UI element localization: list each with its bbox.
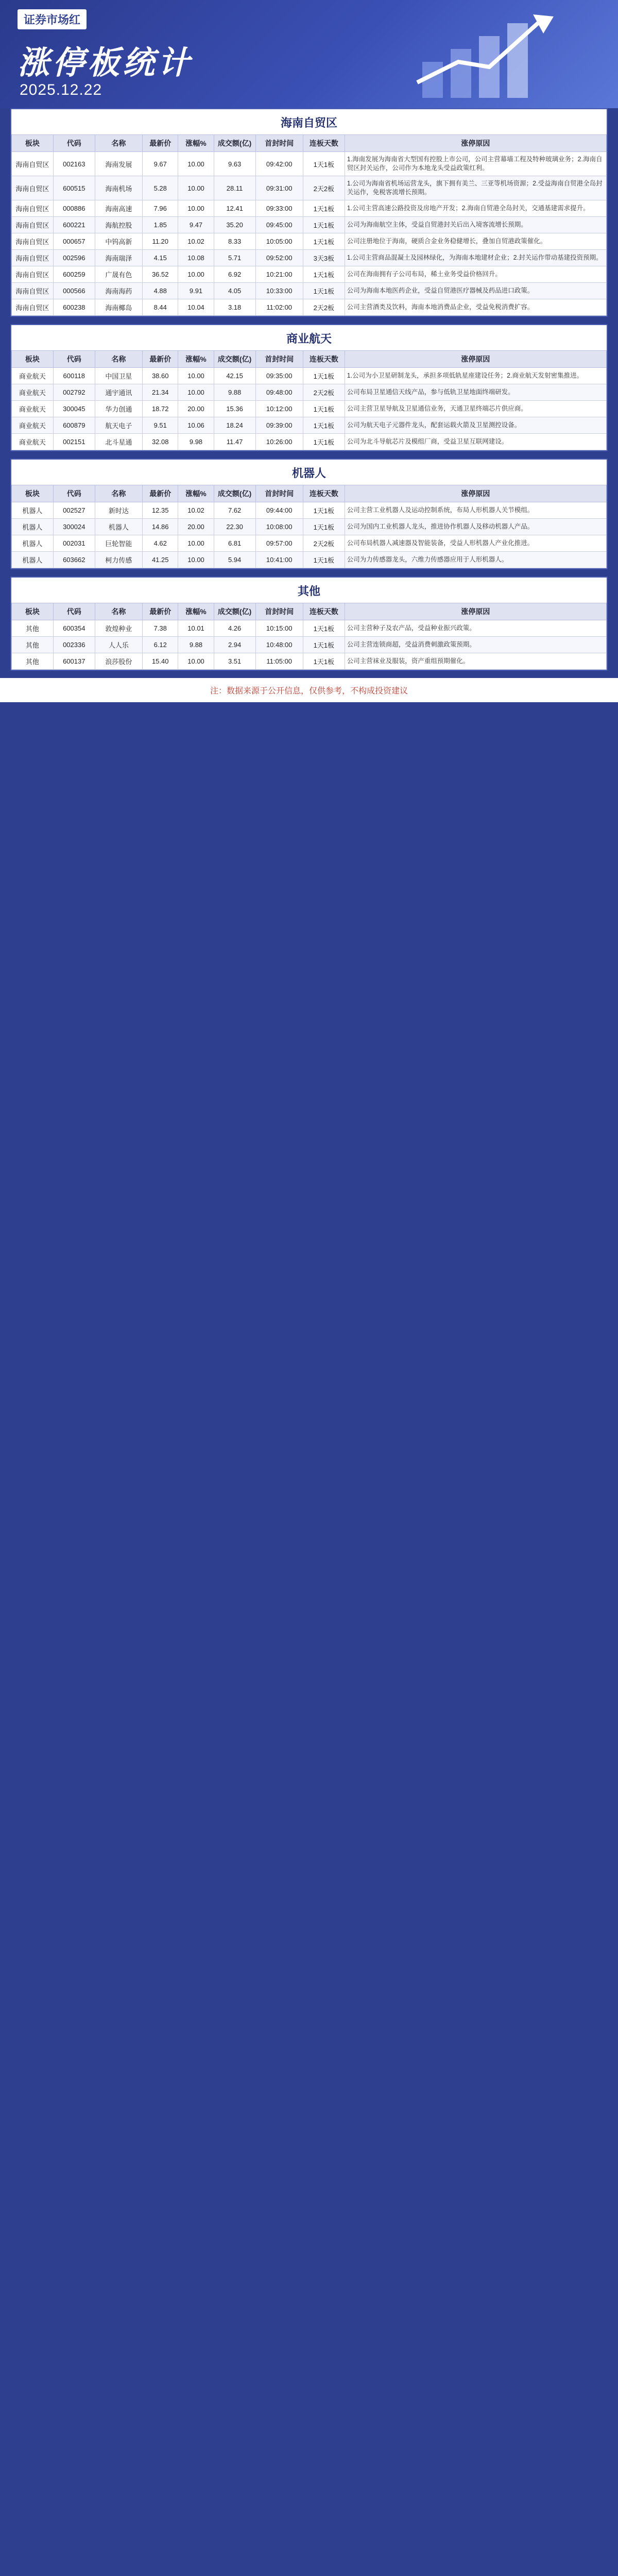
table-cell: 中钨高新 <box>95 233 142 250</box>
table-cell: 11.20 <box>143 233 178 250</box>
table-cell: 商业航天 <box>12 434 54 450</box>
column-header: 代码 <box>53 351 95 368</box>
table-cell: 600354 <box>53 620 95 637</box>
table-cell: 09:42:00 <box>255 152 303 176</box>
limit-up-reason: 公司主营酒类及饮料，海南本地消费品企业，受益免税消费扩容。 <box>345 299 606 316</box>
table-row <box>12 152 607 176</box>
table-cell: 1天1板 <box>303 200 345 217</box>
limit-up-reason: 公司为海南航空主体，受益自贸港封关后出入境客流增长预期。 <box>345 217 606 233</box>
footer-note: 注：数据来源于公开信息，仅供参考，不构成投资建议 <box>0 678 618 702</box>
table-cell: 600118 <box>53 368 95 384</box>
table-cell: 9.47 <box>178 217 214 233</box>
table-cell: 600238 <box>53 299 95 316</box>
table-cell: 机器人 <box>12 502 54 519</box>
column-header: 板块 <box>12 135 54 152</box>
table-cell: 000566 <box>53 283 95 299</box>
limit-up-reason: 公司主营工业机器人及运动控制系统，布局人形机器人关节模组。 <box>345 502 606 519</box>
sector-title: 其他 <box>297 585 320 598</box>
limit-up-reason: 公司为航天电子元器件龙头，配套运载火箭及卫星测控设备。 <box>345 417 606 434</box>
table-cell: 002336 <box>53 637 95 653</box>
limit-up-reason: 公司为国内工业机器人龙头，推进协作机器人及移动机器人产品。 <box>345 519 606 535</box>
table-cell: 华力创通 <box>95 401 142 417</box>
table-cell: 1天1板 <box>303 502 345 519</box>
table-cell: 商业航天 <box>12 368 54 384</box>
table-row <box>12 552 607 568</box>
table-cell: 10.00 <box>178 176 214 200</box>
table-cell: 机器人 <box>95 519 142 535</box>
column-header: 最新价 <box>143 351 178 368</box>
table-row <box>12 200 607 217</box>
table-cell: 1天1板 <box>303 552 345 568</box>
table-cell: 新时达 <box>95 502 142 519</box>
table-cell: 12.41 <box>214 200 255 217</box>
table-cell: 10.00 <box>178 552 214 568</box>
table-cell: 4.05 <box>214 283 255 299</box>
table-cell: 600259 <box>53 266 95 283</box>
limit-up-reason: 公司注册地位于海南，硬质合金业务稳健增长，叠加自贸港政策催化。 <box>345 233 606 250</box>
table-cell: 人人乐 <box>95 637 142 653</box>
limit-up-reason: 公司布局卫星通信天线产品，参与低轨卫星地面终端研发。 <box>345 384 606 401</box>
table-cell: 海南自贸区 <box>12 176 54 200</box>
column-header: 板块 <box>12 485 54 502</box>
table-row <box>12 368 607 384</box>
table-cell: 10.02 <box>178 502 214 519</box>
table-cell: 42.15 <box>214 368 255 384</box>
stock-table <box>11 350 607 450</box>
column-header: 成交额(亿) <box>214 135 255 152</box>
table-cell: 10:21:00 <box>255 266 303 283</box>
table-cell: 5.94 <box>214 552 255 568</box>
limit-up-reason: 1.公司为小卫星研制龙头，承担多项低轨星座建设任务；2.商业航天发射密集推进。 <box>345 368 606 384</box>
table-cell: 002151 <box>53 434 95 450</box>
table-cell: 10.04 <box>178 299 214 316</box>
table-cell: 6.12 <box>143 637 178 653</box>
column-header: 连板天数 <box>303 351 345 368</box>
table-cell: 商业航天 <box>12 417 54 434</box>
sector-title: 商业航天 <box>286 332 332 345</box>
column-header: 名称 <box>95 135 142 152</box>
table-cell: 1天1板 <box>303 653 345 670</box>
table-cell: 1天1板 <box>303 217 345 233</box>
table-cell: 09:31:00 <box>255 176 303 200</box>
table-row <box>12 250 607 266</box>
table-cell: 北斗星通 <box>95 434 142 450</box>
table-cell: 机器人 <box>12 535 54 552</box>
table-cell: 09:57:00 <box>255 535 303 552</box>
table-cell: 2天2板 <box>303 535 345 552</box>
table-cell: 海南自贸区 <box>12 152 54 176</box>
table-cell: 航天电子 <box>95 417 142 434</box>
table-cell: 10.00 <box>178 368 214 384</box>
table-cell: 机器人 <box>12 552 54 568</box>
table-cell: 300045 <box>53 401 95 417</box>
sector-section <box>10 459 608 569</box>
table-cell: 002527 <box>53 502 95 519</box>
table-cell: 柯力传感 <box>95 552 142 568</box>
stock-table <box>11 134 607 316</box>
table-cell: 35.20 <box>214 217 255 233</box>
column-header: 代码 <box>53 135 95 152</box>
table-cell: 41.25 <box>143 552 178 568</box>
table-cell: 32.08 <box>143 434 178 450</box>
table-cell: 11:02:00 <box>255 299 303 316</box>
table-row <box>12 417 607 434</box>
table-cell: 10.08 <box>178 250 214 266</box>
table-row <box>12 401 607 417</box>
table-cell: 10.00 <box>178 266 214 283</box>
table-cell: 28.11 <box>214 176 255 200</box>
table-cell: 20.00 <box>178 401 214 417</box>
table-cell: 广晟有色 <box>95 266 142 283</box>
table-cell: 20.00 <box>178 519 214 535</box>
table-row <box>12 637 607 653</box>
table-cell: 600879 <box>53 417 95 434</box>
column-header: 名称 <box>95 603 142 620</box>
table-cell: 10.00 <box>178 384 214 401</box>
table-cell: 36.52 <box>143 266 178 283</box>
table-cell: 海南发展 <box>95 152 142 176</box>
stock-table <box>11 603 607 670</box>
table-cell: 10:05:00 <box>255 233 303 250</box>
table-cell: 10:33:00 <box>255 283 303 299</box>
table-cell: 09:35:00 <box>255 368 303 384</box>
table-cell: 000886 <box>53 200 95 217</box>
column-header: 连板天数 <box>303 135 345 152</box>
column-header: 首封时间 <box>255 351 303 368</box>
page-title: 涨停板统计 <box>18 45 193 81</box>
table-cell: 10.00 <box>178 653 214 670</box>
column-header: 代码 <box>53 485 95 502</box>
table-cell: 商业航天 <box>12 384 54 401</box>
table-cell: 10:41:00 <box>255 552 303 568</box>
column-header: 涨停原因 <box>345 135 606 152</box>
limit-up-reason: 1.海南发展为海南省大型国有控股上市公司，公司主营幕墙工程及特种玻璃业务；2.海南自贸区封关运作，公司作为本地龙头受益政策红利。 <box>345 152 606 176</box>
stock-table <box>11 485 607 568</box>
table-cell: 海南自贸区 <box>12 266 54 283</box>
table-row <box>12 502 607 519</box>
table-cell: 2.94 <box>214 637 255 653</box>
table-cell: 海航控股 <box>95 217 142 233</box>
table-cell: 18.24 <box>214 417 255 434</box>
column-header: 涨停原因 <box>345 351 606 368</box>
table-cell: 9.98 <box>178 434 214 450</box>
limit-up-reason: 公司主营种子及农产品，受益种业振兴政策。 <box>345 620 606 637</box>
table-cell: 600137 <box>53 653 95 670</box>
column-header: 首封时间 <box>255 135 303 152</box>
table-cell: 7.38 <box>143 620 178 637</box>
table-cell: 12.35 <box>143 502 178 519</box>
limit-up-reason: 公司为海南本地医药企业，受益自贸港医疗器械及药品进口政策。 <box>345 283 606 299</box>
table-cell: 4.26 <box>214 620 255 637</box>
table-cell: 15.40 <box>143 653 178 670</box>
table-cell: 000657 <box>53 233 95 250</box>
table-cell: 8.33 <box>214 233 255 250</box>
table-cell: 10.01 <box>178 620 214 637</box>
table-cell: 海南自贸区 <box>12 200 54 217</box>
table-cell: 09:44:00 <box>255 502 303 519</box>
limit-up-reason: 公司主营卫星导航及卫星通信业务，天通卫星终端芯片供应商。 <box>345 401 606 417</box>
table-cell: 9.67 <box>143 152 178 176</box>
table-cell: 中国卫星 <box>95 368 142 384</box>
sector-section <box>10 324 608 451</box>
column-header: 成交额(亿) <box>214 603 255 620</box>
table-cell: 10.00 <box>178 152 214 176</box>
table-cell: 1天1板 <box>303 266 345 283</box>
limit-up-reason: 1.公司主营高速公路投资及房地产开发；2.海南自贸港全岛封关，交通基建需求提升。 <box>345 200 606 217</box>
table-cell: 1天1板 <box>303 283 345 299</box>
table-header-row <box>12 135 607 152</box>
table-cell: 1天1板 <box>303 620 345 637</box>
table-row <box>12 653 607 670</box>
table-cell: 002596 <box>53 250 95 266</box>
table-cell: 14.86 <box>143 519 178 535</box>
table-cell: 海南海药 <box>95 283 142 299</box>
column-header: 成交额(亿) <box>214 485 255 502</box>
limit-up-reason: 公司布局机器人减速器及智能装备，受益人形机器人产业化推进。 <box>345 535 606 552</box>
rising-arrow-icon <box>412 5 577 103</box>
table-row <box>12 519 607 535</box>
table-cell: 3.51 <box>214 653 255 670</box>
table-cell: 600515 <box>53 176 95 200</box>
table-cell: 2天2板 <box>303 299 345 316</box>
table-cell: 15.36 <box>214 401 255 417</box>
table-cell: 海南自贸区 <box>12 233 54 250</box>
table-cell: 10.02 <box>178 233 214 250</box>
table-row <box>12 299 607 316</box>
table-row <box>12 434 607 450</box>
table-cell: 海南机场 <box>95 176 142 200</box>
sector-title: 海南自贸区 <box>280 116 337 129</box>
table-cell: 1天1板 <box>303 233 345 250</box>
limit-up-reason: 公司主营袜业及服装，资产重组预期催化。 <box>345 653 606 670</box>
table-cell: 海南瑞泽 <box>95 250 142 266</box>
sector-section <box>10 108 608 317</box>
table-cell: 1天1板 <box>303 637 345 653</box>
column-header: 代码 <box>53 603 95 620</box>
table-cell: 海南自贸区 <box>12 283 54 299</box>
table-cell: 其他 <box>12 637 54 653</box>
limit-up-reason: 1.公司主营商品混凝土及园林绿化，为海南本地建材企业；2.封关运作带动基建投资预期。 <box>345 250 606 266</box>
table-row <box>12 620 607 637</box>
table-cell: 1天1板 <box>303 417 345 434</box>
column-header: 涨幅% <box>178 135 214 152</box>
table-row <box>12 176 607 200</box>
column-header: 名称 <box>95 351 142 368</box>
table-cell: 其他 <box>12 653 54 670</box>
table-cell: 其他 <box>12 620 54 637</box>
limit-up-reason: 公司主营连锁商超，受益消费刺激政策预期。 <box>345 637 606 653</box>
table-cell: 10:12:00 <box>255 401 303 417</box>
column-header: 最新价 <box>143 485 178 502</box>
table-cell: 8.44 <box>143 299 178 316</box>
table-cell: 海南椰岛 <box>95 299 142 316</box>
table-cell: 9.88 <box>178 637 214 653</box>
table-cell: 6.81 <box>214 535 255 552</box>
column-header: 板块 <box>12 351 54 368</box>
sector-title: 机器人 <box>291 467 326 480</box>
table-cell: 10:15:00 <box>255 620 303 637</box>
table-header-row <box>12 603 607 620</box>
table-cell: 商业航天 <box>12 401 54 417</box>
column-header: 名称 <box>95 485 142 502</box>
column-header: 涨幅% <box>178 351 214 368</box>
table-cell: 09:45:00 <box>255 217 303 233</box>
table-row <box>12 233 607 250</box>
table-cell: 敦煌种业 <box>95 620 142 637</box>
table-cell: 10:26:00 <box>255 434 303 450</box>
table-cell: 1天1板 <box>303 401 345 417</box>
column-header: 最新价 <box>143 135 178 152</box>
limit-up-reason: 公司在海南拥有子公司布局，稀土业务受益价格回升。 <box>345 266 606 283</box>
table-cell: 4.62 <box>143 535 178 552</box>
table-cell: 09:52:00 <box>255 250 303 266</box>
column-header: 板块 <box>12 603 54 620</box>
table-cell: 海南自贸区 <box>12 250 54 266</box>
table-cell: 10.06 <box>178 417 214 434</box>
table-cell: 5.71 <box>214 250 255 266</box>
column-header: 首封时间 <box>255 485 303 502</box>
table-cell: 6.92 <box>214 266 255 283</box>
table-header-row <box>12 485 607 502</box>
table-cell: 海南高速 <box>95 200 142 217</box>
table-cell: 机器人 <box>12 519 54 535</box>
table-cell: 09:39:00 <box>255 417 303 434</box>
column-header: 连板天数 <box>303 603 345 620</box>
page-date: 2025.12.22 <box>20 81 102 98</box>
table-cell: 18.72 <box>143 401 178 417</box>
table-cell: 通宇通讯 <box>95 384 142 401</box>
table-cell: 7.96 <box>143 200 178 217</box>
table-row <box>12 384 607 401</box>
table-cell: 21.34 <box>143 384 178 401</box>
table-row <box>12 283 607 299</box>
table-cell: 5.28 <box>143 176 178 200</box>
column-header: 成交额(亿) <box>214 351 255 368</box>
sector-section <box>10 577 608 671</box>
table-cell: 1天1板 <box>303 434 345 450</box>
table-cell: 3.18 <box>214 299 255 316</box>
table-cell: 2天2板 <box>303 384 345 401</box>
brand-logo: 证券市场红 <box>18 9 87 29</box>
table-cell: 1天1板 <box>303 368 345 384</box>
table-cell: 38.60 <box>143 368 178 384</box>
table-cell: 9.91 <box>178 283 214 299</box>
table-cell: 10.00 <box>178 200 214 217</box>
table-cell: 7.62 <box>214 502 255 519</box>
column-header: 涨停原因 <box>345 603 606 620</box>
table-cell: 09:33:00 <box>255 200 303 217</box>
table-row <box>12 217 607 233</box>
table-cell: 10:08:00 <box>255 519 303 535</box>
column-header: 最新价 <box>143 603 178 620</box>
table-header-row <box>12 351 607 368</box>
table-cell: 4.88 <box>143 283 178 299</box>
table-cell: 11.47 <box>214 434 255 450</box>
table-cell: 海南自贸区 <box>12 299 54 316</box>
table-row <box>12 535 607 552</box>
table-cell: 002031 <box>53 535 95 552</box>
table-cell: 9.51 <box>143 417 178 434</box>
table-cell: 浪莎股份 <box>95 653 142 670</box>
table-cell: 002163 <box>53 152 95 176</box>
table-cell: 1.85 <box>143 217 178 233</box>
table-cell: 3天3板 <box>303 250 345 266</box>
column-header: 首封时间 <box>255 603 303 620</box>
limit-up-reason: 1.公司为海南省机场运营龙头，旗下拥有美兰、三亚等机场资源；2.受益海南自贸港全岛封关运作，免税客流增长预期。 <box>345 176 606 200</box>
column-header: 涨幅% <box>178 485 214 502</box>
page-header <box>0 0 618 108</box>
column-header: 连板天数 <box>303 485 345 502</box>
column-header: 涨幅% <box>178 603 214 620</box>
table-cell: 巨轮智能 <box>95 535 142 552</box>
table-cell: 002792 <box>53 384 95 401</box>
sections-container <box>0 108 618 671</box>
limit-up-reason: 公司为力传感器龙头，六维力传感器应用于人形机器人。 <box>345 552 606 568</box>
limit-up-reason: 公司为北斗导航芯片及模组厂商，受益卫星互联网建设。 <box>345 434 606 450</box>
table-cell: 11:05:00 <box>255 653 303 670</box>
table-cell: 10:48:00 <box>255 637 303 653</box>
table-cell: 海南自贸区 <box>12 217 54 233</box>
table-cell: 10.00 <box>178 535 214 552</box>
table-cell: 9.88 <box>214 384 255 401</box>
table-cell: 9.63 <box>214 152 255 176</box>
table-cell: 22.30 <box>214 519 255 535</box>
table-cell: 600221 <box>53 217 95 233</box>
column-header: 涨停原因 <box>345 485 606 502</box>
table-cell: 300024 <box>53 519 95 535</box>
table-cell: 603662 <box>53 552 95 568</box>
table-row <box>12 266 607 283</box>
table-cell: 09:48:00 <box>255 384 303 401</box>
table-cell: 4.15 <box>143 250 178 266</box>
table-cell: 1天1板 <box>303 519 345 535</box>
table-cell: 2天2板 <box>303 176 345 200</box>
table-cell: 1天1板 <box>303 152 345 176</box>
